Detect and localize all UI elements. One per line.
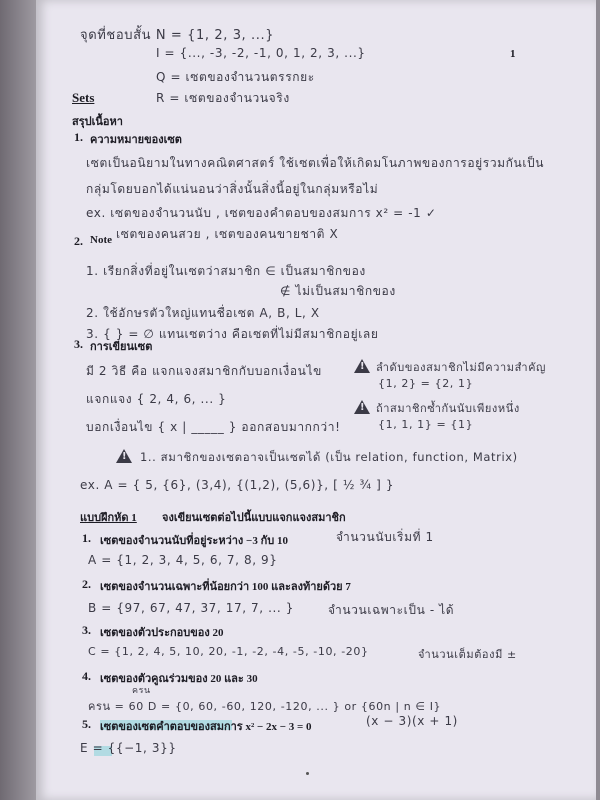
warning-icon (354, 400, 370, 414)
exercise-instruction: จงเขียนเซตต่อไปนี้แบบแจกแจงสมาชิก (162, 512, 346, 524)
writing-line-1: มี 2 วิธี คือ แจกแจงสมาชิกกับบอกเงื่อนไข (86, 364, 322, 378)
section-1-title: ความหมายของเซต (90, 134, 182, 146)
page-title: Sets (72, 90, 95, 105)
note-line-3: 2. ใช้อักษรตัวใหญ่แทนชื่อเซต A, B, L, X (86, 306, 320, 320)
writing-line-3: บอกเงื่อนไข { x | _____ } ออกสอบมากกว่า! (86, 420, 341, 434)
exercise-item-number: 3. (82, 623, 91, 637)
exercise-answer: E = {{−1, 3}} (80, 741, 177, 755)
warning-2-text: ถ้าสมาชิกซ้ำกันนับเพียงหนึ่ง (376, 402, 520, 415)
page-dot (306, 772, 309, 775)
exercise-item-number: 4. (82, 669, 91, 683)
exercise-item-number: 1. (82, 531, 91, 545)
warning-1-text: ลำดับของสมาชิกไม่มีความสำคัญ (376, 361, 547, 374)
writing-line-2: แจกแจง { 2, 4, 6, ... } (86, 392, 227, 406)
page-number: 1 (510, 48, 516, 60)
summary-heading: สรุปเนื้อหา (72, 116, 123, 128)
section-3-number: 3. (74, 337, 83, 351)
exercise-answer-note: จำนวนเฉพาะเป็น - ได้ (328, 603, 455, 617)
exercise-question-note: ครน (132, 686, 151, 696)
set-example: ex. A = { 5, {6}, (3,4), {(1,2), (5,6)}, [ ½ ¾ ] } (80, 478, 395, 492)
exercise-answer: B = {97, 67, 47, 37, 17, 7, ... } (88, 601, 294, 615)
exercise-answer: ครน = 60 D = {0, 60, -60, 120, -120, ... } or {60n | n ∈ I} (88, 700, 442, 713)
warning-1-example: {1, 2} = {2, 1} (378, 377, 474, 390)
book-spine-shadow (0, 0, 40, 800)
section-1-number: 1. (74, 130, 83, 144)
exercise-answer: A = {1, 2, 3, 4, 5, 6, 7, 8, 9} (88, 553, 278, 567)
exercise-question: เซตของตัวประกอบของ 20 (100, 627, 224, 639)
meaning-line-2: กลุ่มโดยบอกได้แน่นอนว่าสิ่งนั้นสิ่งนี้อยู่ในกลุ่มหรือไม่ (86, 182, 379, 196)
warning-2-example: {1, 1, 1} = {1} (378, 418, 474, 431)
warning-icon (354, 359, 370, 373)
exercise-answer: C = {1, 2, 4, 5, 10, 20, -1, -2, -4, -5, -10, -20} (88, 645, 369, 658)
header-note-line-3: Q = เซตของจำนวนตรรกยะ (156, 70, 315, 84)
exercise-item-number: 5. (82, 717, 91, 731)
section-3-title: การเขียนเซต (90, 341, 153, 353)
warning-3-text: 1.. สมาชิกของเซตอาจเป็นเซตได้ (เป็น relation, function, Matrix) (140, 450, 518, 464)
exercise-question-note: (x − 3)(x + 1) (366, 714, 458, 728)
notebook-page (36, 0, 596, 800)
meaning-line-1: เซตเป็นอนิยามในทางคณิตศาสตร์ ใช้เซตเพื่อให้เกิดมโนภาพของการอยู่รวมกันเป็น (86, 156, 545, 170)
exercise-question: เซตของตัวคูณร่วมของ 20 และ 30 (100, 673, 258, 685)
header-note-line-2: I = {..., -3, -2, -1, 0, 1, 2, 3, ...} (156, 46, 366, 60)
meaning-line-4: เซตของคนสวย , เซตของคนขายชาติ X (116, 227, 339, 241)
note-line-4: 3. { } = ∅ แทนเซตว่าง คือเซตที่ไม่มีสมาชิกอยู่เลย (86, 327, 379, 341)
warning-icon (116, 449, 132, 463)
exercise-question: เซตของเซตคำตอบของสมการ x² − 2x − 3 = 0 (100, 721, 312, 733)
note-line-2: ∉ ไม่เป็นสมาชิกของ (280, 284, 396, 298)
exercise-item-number: 2. (82, 577, 91, 591)
exercise-question: เซตของจำนวนนับที่อยู่ระหว่าง −3 กับ 10 (100, 535, 288, 547)
header-note-line-1: จุดที่ชอบสั้น N = {1, 2, 3, ...} (80, 28, 275, 43)
section-2-number: 2. (74, 234, 83, 248)
exercise-question: เซตของจำนวนเฉพาะที่น้อยกว่า 100 และลงท้ายด้วย 7 (100, 581, 351, 593)
meaning-line-3: ex. เซตของจำนวนนับ , เซตของคำตอบของสมการ x² = -1 ✓ (86, 206, 437, 220)
note-line-1: 1. เรียกสิ่งที่อยู่ในเซตว่าสมาชิก ∈ เป็นสมาชิกของ (86, 264, 366, 278)
exercise-question-note: จำนวนนับเริ่มที่ 1 (336, 530, 434, 544)
exercise-answer-note: จำนวนเต็มต้องมี ± (418, 648, 517, 661)
header-note-line-4: R = เซตของจำนวนจริง (156, 91, 290, 105)
exercise-heading: แบบฝึกหัด 1 (80, 512, 137, 524)
section-2-title: Note (90, 234, 112, 246)
